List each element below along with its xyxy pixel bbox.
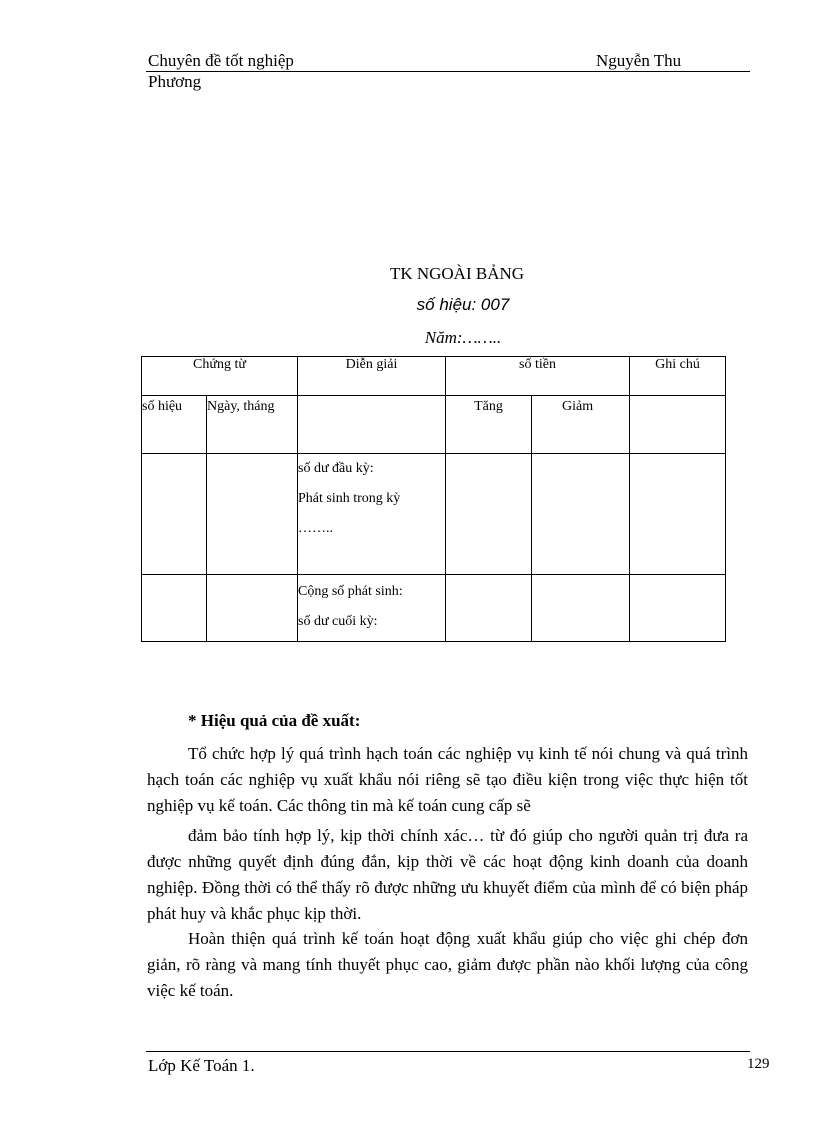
subheader-increase: Tăng [446,396,532,454]
table-body-row [142,454,726,575]
page-number: 129 [747,1056,770,1072]
total-description [298,575,446,642]
table-cell [142,575,207,642]
ledger-table [141,356,726,642]
header-description: Diễn giải [298,357,446,396]
paragraph [147,926,748,1004]
subheader-empty [298,396,446,454]
header-author: Nguyễn Thu [596,51,682,70]
closing-balance-label: số dư cuối kỳ: [298,614,378,629]
ledger-title: TK NGOÀI BẢNG [389,264,525,283]
paragraph-text: Tổ chức hợp lý quá trình hạch toán các nghiệp vụ kinh tế nói chung và quá trình hạch toán các nghiệp vụ xuất khẩu nói riêng sẽ tạo điều kiện trong việc thực hiện tốt nghiệp vụ kế toán. Các thông tin mà kế toán cung cấp sẽ [147,744,748,815]
body-description [298,454,446,575]
subheader-number: số hiệu [142,396,207,454]
table-cell [630,454,726,575]
header-amount: số tiền [446,357,630,396]
table-subheader-row [142,396,726,454]
table-cell [446,454,532,575]
account-number: số hiệu: 007 [416,295,510,314]
footer-divider [146,1051,750,1052]
header-divider [146,71,750,72]
table-cell [532,454,630,575]
header-title-continued: Phương [148,72,202,91]
paragraph [147,741,748,819]
subheader-note-empty [630,396,726,454]
header-voucher: Chứng từ [142,357,298,396]
table-cell [207,575,298,642]
table-cell [446,575,532,642]
period-activity-label: Phát sinh trong kỳ [298,491,401,506]
section-heading: * Hiệu quả của đề xuất: [188,711,361,730]
table-header-row [142,357,726,396]
subheader-decrease: Giảm [532,396,630,454]
ellipsis-placeholder: …….. [298,521,333,536]
paragraph-text: Hoàn thiện quá trình kế toán hoạt động xuất khẩu giúp cho việc ghi chép đơn giản, rõ ràng và mang tính thuyết phục cao, giảm được phần nào khối lượng của công việc kế toán. [147,929,748,1000]
table-cell [532,575,630,642]
paragraph-text: đảm bảo tính hợp lý, kịp thời chính xác… từ đó giúp cho người quản trị đưa ra được những quyết định đúng đắn, kịp thời về các hoạt động kinh doanh của doanh nghiệp. Đồng thời có thể thấy rõ được những ưu khuyết điểm của mình để có biện pháp phát huy và khắc phục kịp thời. [147,826,748,923]
opening-balance-label: số dư đầu kỳ: [298,461,374,476]
table-cell [630,575,726,642]
ledger-year: Năm:…….. [424,328,502,347]
table-cell [142,454,207,575]
footer-class: Lớp Kế Toán 1. [148,1056,255,1075]
header-title: Chuyên đề tốt nghiệp [148,51,294,70]
paragraph [147,823,748,927]
header-note: Ghi chú [630,357,726,396]
table-total-row [142,575,726,642]
table-cell [207,454,298,575]
subheader-date: Ngày, tháng [207,396,298,454]
total-activity-label: Cộng số phát sinh: [298,584,403,599]
